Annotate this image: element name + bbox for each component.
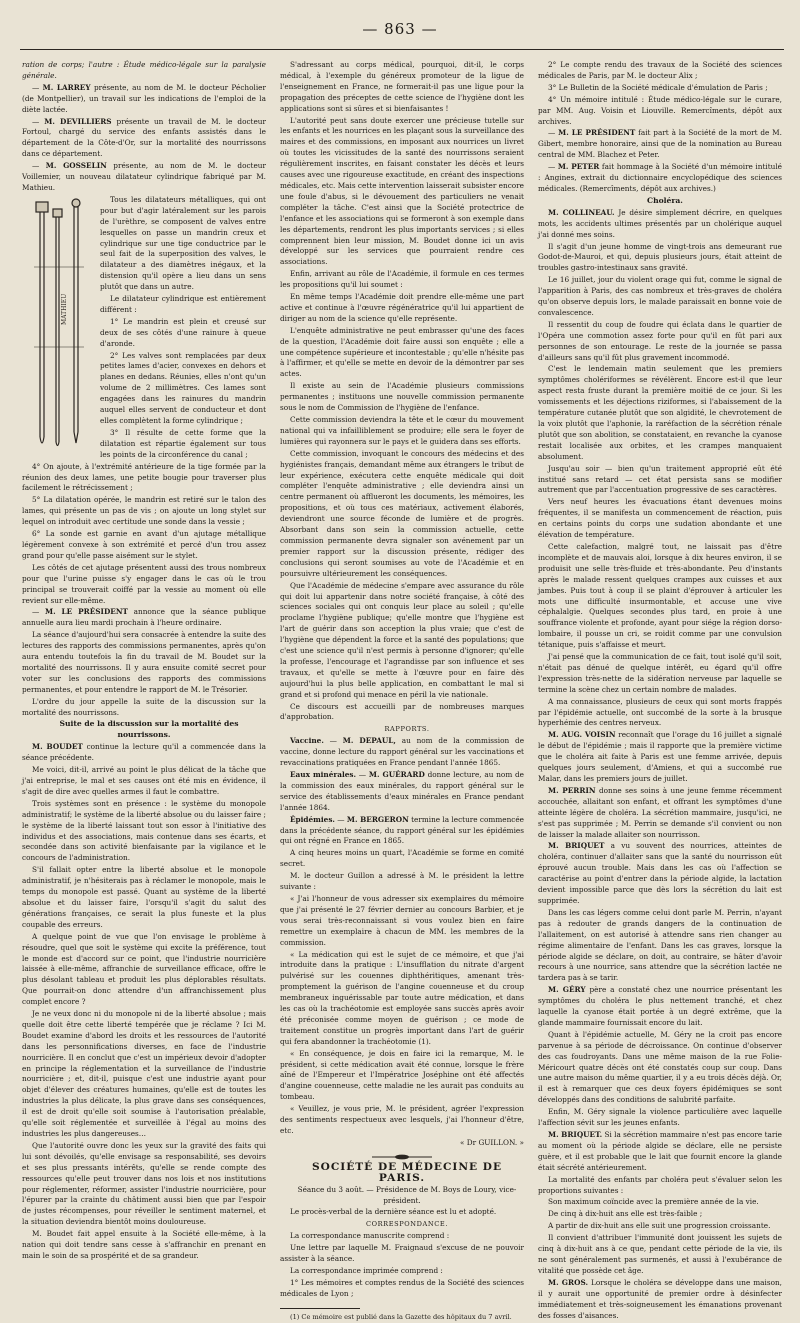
paragraph-dilator-2: Le dilatateur cylindrique est entièrement différent : [100, 294, 266, 314]
paragraph-corr-4: 1° Les mémoires et comptes rendus de la Société des sciences médicales de Lyon ; [280, 1277, 524, 1298]
paragraph-corr-1: La correspondance manuscrite comprend : [290, 1231, 450, 1241]
paragraph-intro: ration de corps; l'autre : Étude médico-légale sur la paralysie générale. [22, 60, 266, 80]
paragraph-d2: Le 16 juillet, jour du violent orage qui fut, comme le signal de l'apparition à Paris, des cas nombreux et très-graves de choléra qu'on observe depuis lors, le malade paraissait en bonne voie de convalescence. [538, 275, 782, 317]
paragraph-text: termine la lecture commencée dans la précédente séance, du rapport général sur les épidémies qui ont régné en France en 1865. [280, 814, 524, 846]
paragraph-dilator-7: 5° La dilatation opérée, le mandrin est retiré sur le talon des lames, qui présente un pas de vis ; on ajoute un long stylet sur lequel on introduit avec certitude une sonde dans la vessie ; [22, 495, 266, 527]
paragraph-a9: Que l'Académie de médecine s'empare avec assurance du rôle qui doit lui appartenir dans notre société française, à côté des sciences sociales qui ont conquis leur place au soleil ; qu'elle proclame l'hygiène publique; qu'elle montre que l'hygiène est l'art de guérir dans son acception la plus vraie; que c'est de l'hygiène que dépendent la force et la santé des populations; que c'est une science qu'il n'est permis à personne d'ignorer; qu'elle la professe, l'encourage et l'agrandisse par son influence et ses travaux, et qu'elle se mette à l'œuvre pour en faire dès aujourd'hui la plus belle application, en combattant le mal si grand et si profond qui menace en péril la vie nationale. [280, 580, 524, 699]
paragraph-a5: L'enquête administrative ne peut embrasser qu'une des faces de la question, l'Académie doit faire aussi son enquête ; elle a une compétence supérieure et incontestable ; qu'elle n'hésite pas à l'affirmer, et qu'elle se mette en devoir de la démontrer par ses actes. [280, 325, 524, 379]
speaker-name: M. AUG. VOISIN [548, 730, 616, 740]
paragraph-boudet-5: Je ne veux donc ni du monopole ni de la liberté absolue ; mais quelle doit être cette liberté tempérée que je réclame ? Ici M. Boudet examine d'abord les droits et les ressources de l'autorité dans les personnifications diverses, en face de l'industrie nourricière. Il en conclut que c'est un impérieux devoir d'adopter en principe la réglementation et la surveillance de l'industrie nourricière ; et, dit-il, puisque c'est une industrie ayant pour objet d'élever des créatures humaines, qu'elle est de toutes les industries la plus délicate, la plus grave dans ses conséquences, il est de droit qu'elle soit soumise à l'autorisation préalable, qu'elle soit réglementée et surveillée à l'égal au moins des industries les plus dangereuses… [22, 1009, 266, 1138]
paragraph-seance: La séance d'aujourd'hui sera consacrée à entendre la suite des lectures des rapports des commissions permanentes, après qu'on aura entendu toutefois la fin du travail de M. Boudet sur la mortalité des nourrissons. Il y aura ensuite comité secret pour voter sur les conclusions des rapports des commissions permanentes, et pour entendre le rapport de M. le Trésorier. [22, 630, 266, 694]
paragraph-gros [538, 1278, 782, 1322]
paragraph-peter: — M. PETER fait hommage à la Société d'un mémoire intitulé : Angines, extrait du dictionnaire encyclopédique des sciences médicales. (Remercîments, dépôt aux archives.) [538, 162, 782, 193]
paragraph-e2: Quant à l'épidémie actuelle, M. Géry ne la croit pas encore parvenue à sa période de décroissance. On continue d'observer des cas foudroyants. Dans une même maison de la rue Folie-Méricourt quatre décès ont été constatés coup sur coup. Dans une autre maison du même quartier, il y a eu trois décès déjà. Or, il est à remarquer que ces deux foyers épidémiques se sont développés dans des conditions de salubrité parfaite. [538, 1029, 782, 1105]
speaker-name: M. LE PRÉSIDENT [558, 128, 636, 138]
speaker-name: M. DEPAUL, [342, 736, 396, 746]
subhead: Épidémies. [290, 814, 335, 824]
paragraph-gery [538, 985, 782, 1029]
maker-label: MATHIEU [61, 293, 68, 325]
paragraph-heures: A cinq heures moins un quart, l'Académie se forme en comité secret. [280, 848, 524, 869]
paragraph-guillon: M. le docteur Guillon a adressé à M. le président la lettre suivante : [280, 871, 524, 892]
paragraph-voisin [538, 730, 782, 785]
paragraph-a2: L'autorité peut sans doute exercer une précieuse tutelle sur les enfants et les nourrices en les plaçant sous la surveillance des maires et des commissions, en imposant aux nourrices un livret où toutes les vicissitudes de la santé des nourrissons seraient régulièrement inscrites, en faisant constater les décès et leurs causes avec une rigoureuse exactitude, en créant des inspections médicales, etc. Mais cette intervention laisserait subsister encore une foule d'abus, si le dévouement des particuliers ne venait compléter la tâche. C'est ainsi que la Société protectrice de l'enfance et les associations qui se formeront à son exemple dans les départements, rendront les plus importants services ; si elles comprennent bien leur mission, M. Boudet donne ici un avis développé sur les services que pourraient rendre ces associations. [280, 115, 524, 267]
paragraph-d3: Il ressentit du coup de foudre qui éclata dans le quartier de l'Opéra une commotion assez forte pour qu'il en fût pari aux personnes de son entourage. Le reste de la journée se passa d'ailleurs sans qu'il fût plus gravement incommodé. [538, 319, 782, 362]
paragraph-epidemies: Épidémies. — M. BERGERON termine la lecture commencée dans la précédente séance, du rapport général sur les épidémies qui ont régné en France en 1865. [280, 814, 524, 846]
paragraph-a10: Ce discours est accueilli par de nombreuses marques d'approbation. [280, 701, 524, 722]
speaker-name: M. BRIQUET. [548, 1130, 603, 1139]
paragraph-text: fait part à la Société de la mort de M. Gibert, membre honoraire, ainsi que de la nomination au Bureau central de MM. Blachez et Peter. [538, 128, 782, 160]
letter-paragraph-3: « En conséquence, je dois en faire ici la remarque, M. le président, si cette médication avait été connue, lorsque le frère aîné de l'Empereur et l'Impératrice Joséphine ont été affectés d'angine couenneuse, cette maladie ne les aurait pas conduits au tombeau. [280, 1048, 524, 1102]
paragraph-boudet-1: Me voici, dit-il, arrivé au point le plus délicat de la tâche que j'ai entreprise, le mal et ses causes ont été mis en évidence, il s'agit de dire avec quelles armes il faut le combattre. [22, 765, 266, 796]
paragraph-dilator-5: 3° Il résulte de cette forme que la dilatation est répartie également sur tous les points de la circonférence du canal ; [100, 427, 266, 459]
paragraph-e1: Dans les cas légers comme celui dont parle M. Perrin, n'ayant pas à redouter de grands dangers de la continuation de l'allaitement, on est autorisé à attendre sans rien changer au régime alimentaire de l'enfant. Dans les cas graves, lorsque la période algide se déclare, on doit, au contraire, se hâter d'avoir recours à une nourrice, sans attendre que la sécrétion lactée ne tardera pas à se tarir. [538, 907, 782, 983]
paragraph-d1: Il s'agit d'un jeune homme de vingt-trois ans demeurant rue Godot-de-Mauroi, et qui, depuis plusieurs jours, était atteint de troubles gastro-intestinaux sans gravité. [538, 241, 782, 273]
paragraph-d8: J'ai pensé que la communication de ce fait, tout isolé qu'il soit, n'était pas dénué de quelque intérêt, eu égard qu'il offre l'expression très-nette de la sidération nerveuse par laquelle se termine la scène chez un certain nombre de malades. [538, 652, 782, 694]
paragraph-corr-3: La correspondance imprimée comprend : [290, 1265, 443, 1275]
divider-ornament [372, 1154, 432, 1160]
paragraph-perrin [538, 786, 782, 841]
paragraph-d5: Jusqu'au soir — bien qu'un traitement approprié eût été institué sans retard — cet état persista sans se modifier autrement que par l'accentuation progressive de ses caractères. [538, 463, 782, 495]
letter-paragraph-4: « Veuillez, je vous prie, M. le président, agréer l'expression des sentiments respectueux avec lesquels, j'ai l'honneur d'être, etc. [280, 1104, 524, 1135]
paragraph-a7: Cette commission deviendra la tête et le cœur du mouvement national qui va infailliblement se produire; elle sera le foyer de lumières qui rayonnera sur le pays et le guidera dans ses efforts. [280, 415, 524, 446]
paragraph-gosselin: — M. GOSSELIN présente, au nom de M. le docteur Voillemier, un nouveau dilatateur cylindrique fabriqué par M. Mathieu. [22, 161, 266, 192]
speaker-name: M. GUÉRARD [368, 770, 425, 779]
speaker-name: M. GÉRY [548, 985, 586, 995]
column-right [538, 60, 783, 1320]
paragraph-text: au nom de la commission de vaccine, donne lecture du rapport général sur les vaccinations et revaccinations pratiquées en France pendant l'année 1865. [280, 736, 525, 768]
speaker-name: M. BRIQUET [548, 841, 605, 851]
paragraph-e7: A partir de dix-huit ans elle suit une progression croissante. [548, 1221, 771, 1231]
paragraph-d6: Vers neuf heures les évacuations étant devenues moins fréquentes, il se manifesta un commencement de réaction, puis en certains points du corps une sudation abondante et une élévation de température. [538, 497, 782, 540]
paragraph-vaccine: Vaccine. — M. DEPAUL, au nom de la commission de vaccine, donne lecture du rapport général sur les vaccinations et revaccinations pratiquées en France pendant l'année 1865. [280, 736, 525, 768]
speaker-name: M. PERRIN [548, 785, 596, 795]
paragraph-larrey: — M. LARREY présente, au nom de M. le docteur Péchol​ier (de Montpellier), un travail sur les indications de l'emploi de la diète lactée. [22, 82, 266, 114]
paragraph-text: présente, au nom de M. le docteur Voillemier, un nouveau dilatateur cylindrique fabriqué par M. Mathieu. [22, 161, 266, 192]
section-heading-societe: SOCIÉTÉ DE MÉDECINE DE PARIS. [311, 1160, 503, 1184]
paragraph-text: donne lecture, au nom de la commission des eaux minérales, du rapport général sur le service des établissements d'eaux minérales en France pendant l'année 1864. [280, 770, 525, 812]
section-heading-rapports: RAPPORTS. [384, 725, 430, 734]
paragraph-briquet [538, 841, 782, 906]
paragraph-text: annonce que la séance publique annuelle aura lieu mardi prochain à l'heure ordinaire. [22, 607, 266, 628]
speaker-name: M. LE PRÉSIDENT [45, 607, 128, 617]
paragraph-d9: A ma connaissance, plusieurs de ceux qui sont morts frappés par l'épidémie actuelle, ont succombé de la sorte à la brusque hyperhémie des centres nerveux. [538, 696, 782, 728]
paragraph-eaux: Eaux minérales. — M. GUÉRARD donne lecture, au nom de la commission des eaux minérales, du rapport général sur le service des établissements d'eaux minérales en France pendant l'année 1864. [280, 770, 525, 812]
header-rule [20, 49, 784, 50]
paragraph-d7: Cette calefaction, malgré tout, ne laissait pas d'être incomplète et de mauvais aloi, lorsque à dix heures environ, il se produisit une selle très-fluide et très-abondante. Peu d'instants après le malade ressent quelques crampes aux cuisses et aux jambes. Puis tout à coup il se plaint d'éprouver à articuler les mots une difficulté insurmontable, et accuse une vive céphalalgie. Quelques secondes plus tard, en proie à une souffrance violente et profonde, ayant pour siége la région dorso-lombaire, il pousse un cri, se roidit comme par une convulsion tétanique, puis s'affaisse et meurt. [538, 541, 782, 650]
speaker-name: M. PETER [557, 162, 600, 172]
footnote: (1) Ce mémoire est publié dans la Gazette des hôpitaux du 7 avril. [290, 1312, 512, 1321]
paragraph-a3: Enfin, arrivant au rôle de l'Académie, il formule en ces termes les propositions qu'il lui soumet : [280, 269, 524, 290]
section-heading-suite: Suite de la discussion sur la mortalité des nourrissons. [59, 719, 239, 740]
letter-paragraph-2: « La médication qui est le sujet de ce mémoire, et que j'ai introduite dans la pratique : L'insufflation du nitrate d'argent pulvérisé sur les couennes diphthéritiques, amenant très-promptement la guérison de l'angine couenneuse et du croup membraneux inguérissable par toute autre médication, et dans les cas où la trachéotomie est employée sans succès après avoir été préconisée comme moyen de guérison ; ce mode de traitement constitue un progrès important dans l'art de guérir qui fera abandonner la trachéotomie (1). [280, 949, 524, 1046]
paragraph-e5: Son maximum coïncide avec la première année de la vie. [548, 1197, 759, 1207]
paragraph-text: père a constaté chez une nourrice présentant les symptômes du choléra le plus nettement tranché, et chez laquelle la cyanose était portée à un degré extrême, que la glande mammaire fournissait encore du lait. [538, 985, 782, 1027]
paragraph-briquet-2 [538, 1130, 782, 1174]
paragraph-boudet-6: Que l'autorité ouvre donc les yeux sur la gravité des faits qui lui sont dévoilés, qu'elle envisage sa responsabilité, ses devoirs et ses plus pressants intérêts, qu'elle se rende compte des ressources qu'elle peut trouver dans nos lois et nos institutions pour réglementer, réformer, assister l'industrie nourricière, pour l'épurer par la crainte du châtiment aussi bien que par l'espoir de justes récompenses, pour réveiller le sentiment maternel, et la situation deviendra bientôt moins douloureuse. [22, 1140, 266, 1227]
speaker-name: M. DEVILLIERS [44, 116, 112, 126]
paragraph-corr-2: Une lettre par laquelle M. Fraignaud s'excuse de ne pouvoir assister à la séance. [280, 1243, 524, 1264]
section-heading-correspondance: CORRESPONDANCE. [365, 1220, 449, 1229]
paragraph-text: fait hommage à la Société d'un mémoire intitulé : Angines, extrait du dictionnaire encyclopédique des sciences médicales. (Remercîments, dépôt aux archives.) [538, 162, 782, 193]
paragraph-dilator-3: 1° Le mandrin est plein et creusé sur deux de ses côtés d'une rainure à queue d'aronde. [100, 316, 266, 348]
paragraph-dilator-1: Tous les dilatateurs métalliques, qui ont pour but d'agir latéralement sur les parois de l'urèthre, se composent de valves entre lesquelles on passe un mandrin creux et cylindrique sur une tige conductrice par le seul fait de la superposition des valves, le dilatateur a des diamètres inégaux, et la distension qu'il opère a lieu dans un sens plutôt que dans un autre. [100, 194, 266, 292]
dilator-illustration [22, 197, 94, 452]
paragraph-e4: La mortalité des enfants par choléra peut s'évaluer selon les proportions suivantes : [538, 1174, 782, 1195]
paragraph-a6: Il existe au sein de l'Académie plusieurs commissions permanentes ; instituons une nouvelle commission permanente sous le nom de Commission de l'hygiène de l'enfance. [280, 381, 524, 413]
paragraph-dilator-4: 2° Les valves sont remplacées par deux petites lames d'acier, convexes en dehors et planes en dedans. Réunies, elles n'ont qu'un volume de 2 millimètres. Ces lames sont engagées dans les rainures du mandrin auquel elles servent de conducteur et dont elles complètent la forme cylindrique ; [100, 350, 266, 425]
paragraph-boudet-4: A quelque point de vue que l'on envisage le problème à résoudre, quel que soit le système qui excite la préférence, tout le monde est d'accord sur ce point, que l'industrie nourricière laissée à elle-même, affranchie de surveillance efficace, offre le plus désolant tableau et produit les plus déplorables résultats. Que pourrait-on donc attendre d'un affranchissement plus complet encore ? [22, 931, 266, 1007]
paragraph-text: Lorsque le choléra se développe dans une maison, il y aurait une opportunité de premier ordre à désinfecter immédiatement et très-soigneusement les émanations provenant des fosses d'aisances. [538, 1277, 782, 1320]
paragraph-a4: En même temps l'Académie doit prendre elle-même une part active et continue à l'œuvre régénératrice qu'il lui appartient de diriger au nom de la science qu'elle représente. [280, 292, 524, 323]
paragraph-e8: Il convient d'attribuer l'immunité dont jouissent les sujets de cinq à dix-huit ans à ce que, pendant cette période de la vie, ils ne sont généralement pas surmenés, et aussi à l'exubérance de vitalité que possède cet âge. [538, 1233, 782, 1275]
section-heading-cholera: Choléra. [647, 195, 683, 205]
paragraph-collineau [538, 208, 782, 241]
speaker-name: M. LARREY [42, 82, 91, 92]
speaker-name: M. COLLINEAU. [548, 207, 615, 217]
letter-paragraph-1: « J'ai l'honneur de vous adresser six exemplaires du mémoire que j'ai présenté le 27 février dernier au concours Barbier, et je vous serai très-reconnaissant si vous voulez bien en faire remettre un exemplaire à chacun de MM. les membres de la commission. [280, 893, 524, 947]
speaker-name: M. GROS. [548, 1277, 588, 1287]
paragraph-dilator-9: Les côtés de cet ajutage présentent aussi des trous nombreux pour que l'urine puisse s'y engager dans le cas où le trou principal se trouverait coiffé par la vessie au moment où elle revient sur elle-même. [22, 562, 266, 605]
paragraph-corr-5: 2° Le compte rendu des travaux de la Société des sciences médicales de Paris, par M. le docteur Alix ; [538, 60, 782, 80]
paragraph-boudet [22, 742, 266, 764]
speaker-name: M. GOSSELIN [45, 161, 107, 171]
speaker-name: M. BOUDET [32, 742, 83, 752]
paragraph-a8: Cette commission, invoquant le concours des médecins et des hygiénistes français, demandant même aux étrangers le tribut de leur expérience, exécutera cette enquête médicale qui doit compléter l'enquête administrative ; elle deviendra ainsi un centre permanent où afflueront les documents, les mémoires, les propositions, et où tous ces matériaux, activement élaborés, deviendront une source féconde de lumière et de progrès. Absorbant dans son sein la commission actuelle, cette commission permanente devra signaler son avénement par un premier rapport sur la discussion présente, rédiger des conclusions qui seront soumises au vote de l'Académie et en poursuivre ultérieurement les conséquences. [280, 448, 524, 578]
paragraph-text: présente un travail de M. le docteur Fortoul, chargé du service des enfants assistés dans le département de la Côte-d'Or, sur la mortalité des nourrissons dans ce département. [22, 116, 266, 159]
column-left [22, 60, 266, 1260]
paragraph-text: Si la sécrétion mammaire n'est pas encore tarie au moment où la période algide se déclare, elle ne persiste guère, et il est probable que le lait que fournit encore la glande était sécrété antérieurement. [538, 1130, 782, 1172]
paragraph-text: reconnaît que l'orage du 16 juillet a signalé le début de l'épidémie ; mais il rapporte que la première victime que le choléra ait faite à Paris est une femme arrivée, depuis quelques jours seulement, d'Amiens, et qui a succombé rue Malar, dans les premiers jours de juillet. [538, 730, 782, 783]
paragraph-corr-7: 4° Un mémoire intitulé : Étude médico-légale sur le curare, par MM. Aug. Voisin et Liouville. Remercîments, dépôt aux archives. [538, 94, 782, 126]
paragraph-ordre: L'ordre du jour appelle la suite de la discussion sur la mortalité des nourrissons. [22, 696, 266, 717]
page-number: — 863 — [362, 20, 438, 38]
paragraph-boudet-3: S'il fallait opter entre la liberté absolue et le monopole administratif, je n'hésiterais pas à réclamer le monopole, mais le temps du monopole est passé. Quant au système de la liberté absolue et du laisser faire, l'orsqu'il s'agit du salut des générations françaises, ce serait la plus funeste et la plus coupable des erreurs. [22, 865, 266, 929]
letter-signature: « Dr GUILLON. » [460, 1137, 524, 1147]
paragraph-dilator-8: 6° La sonde est garnie en avant d'un ajutage métallique légèrement convexe à son extrémité et percé d'un trou assez grand pour qu'elle passe aisément sur le stylet. [22, 529, 266, 560]
paragraph-text: présente, au nom de M. le docteur Péchol​ier (de Montpellier), un travail sur les indications de l'emploi de la diète lactée. [22, 82, 266, 114]
paragraph-e6: De cinq à dix-huit ans elle est très-faible ; [548, 1209, 703, 1219]
paragraph-seance-date: Séance du 3 août. — Présidence de M. Boys de Loury, vice-président. [297, 1184, 517, 1205]
subhead: Eaux minérales. [290, 770, 357, 779]
paragraph-boudet-2: Trois systèmes sont en présence : le système du monopole administratif; le système de la liberté absolue ou du laisser faire ; le système de la liberté laissant tout son essor à l'initiative des individus et des associations, mais contenue dans ses écarts, et secondée dans son activité bienfaisante par la vigilance et le concours de l'administration. [22, 798, 266, 863]
paragraph-devilliers: — M. DEVILLIERS présente un travail de M. le docteur Fortoul, chargé du service des enfants assistés dans le département de la Côte-d'Or, sur la mortalité des nourrissons dans ce département. [22, 116, 266, 159]
subhead: Vaccine. [290, 736, 324, 746]
paragraph-boudet-7: M. Boudet fait appel ensuite à la Société elle-même, à la nation qui doit tendre sans cesse à s'affranchir en prenant en main le soin de sa prospérité et de sa grandeur. [22, 1229, 266, 1260]
paragraph-president-2: — M. LE PRÉSIDENT fait part à la Société de la mort de M. Gibert, membre honoraire, ainsi que de la nomination au Bureau central de MM. Blachez et Peter. [538, 128, 782, 160]
paragraph-dilator-6: 4° On ajoute, à l'extrémité antérieure de la tige formée par la réunion des deux lames, une petite bougie pour traverser plus facilement le rétrécissement ; [22, 461, 266, 493]
paragraph-e3: Enfin, M. Géry signale la violence particulière avec laquelle l'affection sévit sur les jeunes enfants. [538, 1107, 782, 1128]
paragraph-a1: S'adressant au corps médical, pourquoi, dit-il, le corps médical, à l'exemple du généreux promoteur de la ligue de l'enseignement en France, ne formerait-il pas une ligue pour la propagation des préceptes de cette science de l'hygiène dont les applications sont si sûres et si bienfaisantes ! [280, 60, 524, 113]
paragraph-text: donne ses soins à une jeune femme récemment accouchée, allaitant son enfant, et offrant les symptômes d'une atteinte légère de choléra. La sécrétion mammaire, jusqu'ici, ne s'est pas supprimée ; M. Perrin se demande s'il convient ou non de laisser la malade allaiter son nourrisson. [538, 785, 782, 839]
paragraph-text: continue la lecture qu'il a commencée dans la séance précédente. [22, 742, 266, 763]
paragraph-proces-verbal: Le procès-verbal de la dernière séance est lu et adopté. [290, 1207, 497, 1217]
speaker-name: M. BERGERON [346, 814, 409, 824]
column-middle [280, 60, 525, 1321]
paragraph-corr-6: 3° Le Bulletin de la Société médicale d'émulation de Paris ; [548, 82, 768, 92]
paragraph-president: — M. LE PRÉSIDENT annonce que la séance publique annuelle aura lieu mardi prochain à l'heure ordinaire. [22, 607, 266, 628]
paragraph-d4: C'est le lendemain matin seulement que les premiers symptômes cholériformes se révélèrent. Encore est-il que leur aspect resta fruste durant la première moitié de ce jour. Si les vomissements et les déjections riziformes, si l'abaissement de la température cutanée plutôt que son algidité, le chevrotement de la voix plutôt que l'aphonie, la raréfaction de la sécrétion rénale plutôt que son abolition, se constataient, en revanche la cyanose restait localisée aux orbites, et les crampes manquaient absolument. [538, 364, 782, 461]
paragraph-text: Je désire simplement décrire, en quelques mots, les accidents ultimes présentés par un cholérique auquel j'ai donné mes soins. [538, 207, 783, 239]
paragraph-text: a vu souvent des nourrices, atteintes de choléra, continuer d'allaiter sans que la santé du nourrisson eût éprouvé aucun trouble. Mais dans les cas où l'affection se caractérise au point d'entrer dans la période algide, la lactation devient impossible parce que dès lors la sécrétion du lait est supprimée. [538, 841, 782, 905]
footnote-rule [280, 1308, 360, 1309]
